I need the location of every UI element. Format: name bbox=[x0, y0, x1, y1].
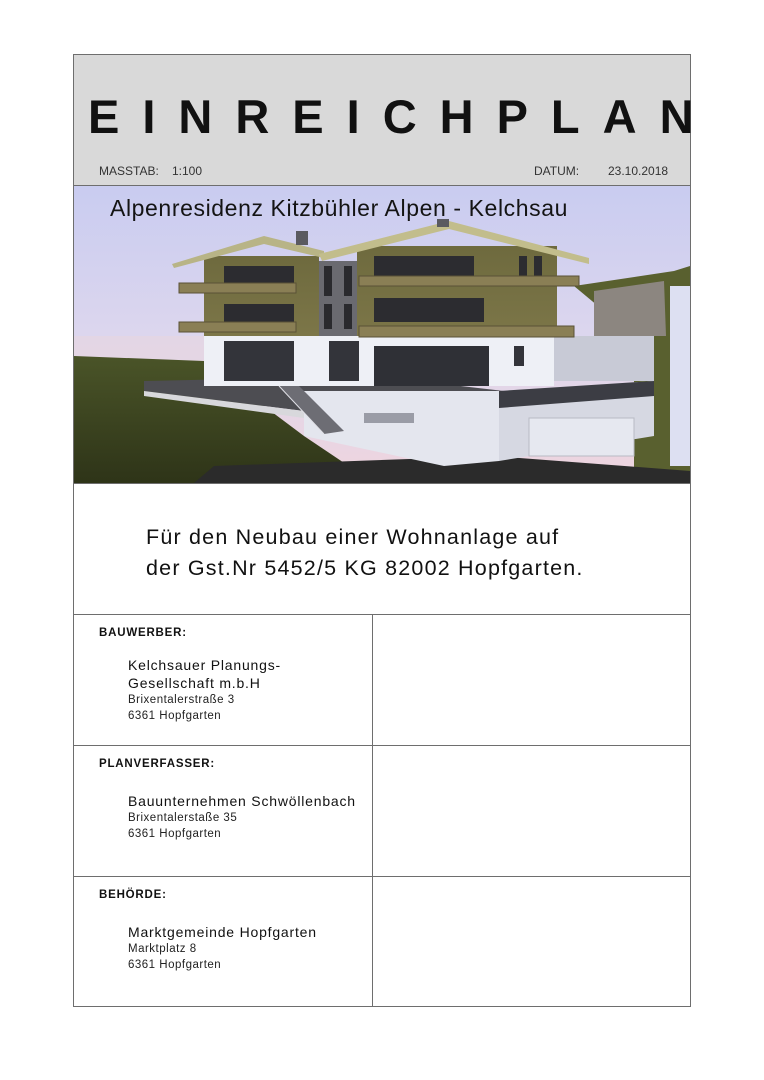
behoerde-street: Marktplatz 8 bbox=[128, 943, 197, 955]
behoerde-section bbox=[74, 877, 690, 1007]
behoerde-name: Marktgemeinde Hopfgarten bbox=[128, 924, 317, 940]
plan-title: EINREICHPLAN bbox=[88, 90, 717, 143]
scale-label: MASSTAB: bbox=[99, 164, 159, 178]
purpose-line-2: der Gst.Nr 5452/5 KG 82002 Hopfgarten. bbox=[146, 556, 584, 580]
project-title: Alpenresidenz Kitzbühler Alpen - Kelchsau bbox=[110, 195, 569, 221]
planverfasser-street: Brixentalerstaße 35 bbox=[128, 812, 238, 824]
planverfasser-heading: PLANVERFASSER: bbox=[99, 758, 215, 770]
date-value: 23.10.2018 bbox=[608, 164, 669, 178]
bauwerber-section bbox=[74, 615, 690, 746]
purpose-line-1: Für den Neubau einer Wohnanlage auf bbox=[146, 525, 560, 549]
column-divider bbox=[372, 746, 373, 876]
scale-value: 1:100 bbox=[172, 164, 203, 178]
planverfasser-city: 6361 Hopfgarten bbox=[128, 828, 222, 840]
bauwerber-name-line-2: Gesellschaft m.b.H bbox=[128, 675, 261, 691]
column-divider bbox=[372, 877, 373, 1007]
bauwerber-name-line-1: Kelchsauer Planungs- bbox=[128, 657, 281, 673]
title-block bbox=[74, 55, 717, 186]
bauwerber-heading: BAUWERBER: bbox=[99, 627, 187, 639]
planverfasser-section bbox=[74, 746, 690, 877]
plan-sheet bbox=[73, 54, 717, 1007]
building-rendering bbox=[74, 186, 690, 484]
purpose-block bbox=[74, 484, 690, 615]
column-divider bbox=[372, 615, 373, 745]
planverfasser-name: Bauunternehmen Schwöllenbach bbox=[128, 793, 356, 809]
date-label: DATUM: bbox=[534, 164, 580, 178]
building-rendering-image bbox=[74, 186, 690, 483]
behoerde-heading: BEHÖRDE: bbox=[99, 889, 167, 901]
bauwerber-street: Brixentalerstraße 3 bbox=[128, 694, 235, 706]
planverfasser-address bbox=[128, 792, 356, 842]
behoerde-address bbox=[128, 923, 317, 973]
bauwerber-address bbox=[128, 656, 281, 724]
behoerde-city: 6361 Hopfgarten bbox=[128, 959, 222, 971]
bauwerber-city: 6361 Hopfgarten bbox=[128, 710, 222, 722]
